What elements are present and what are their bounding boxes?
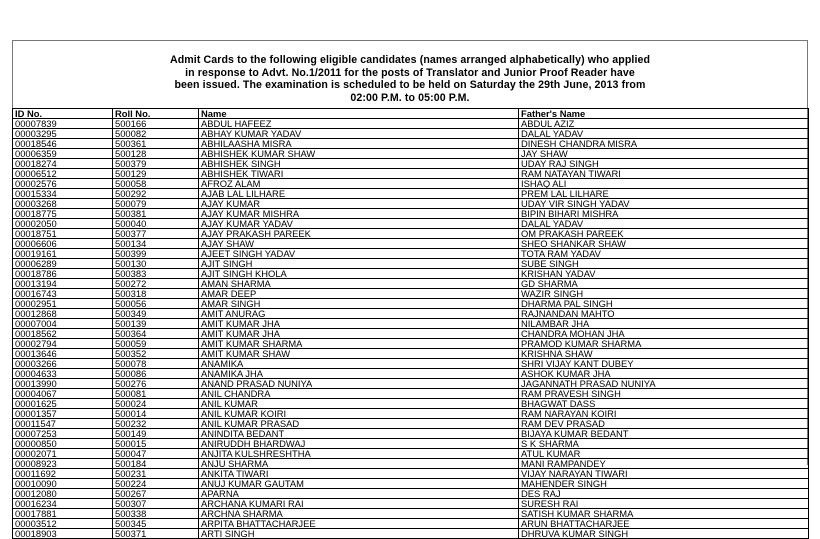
table-body [13,119,809,539]
fathers-name-cell: NILAMBAR JHA [519,319,809,329]
name-cell: ANAMIKA JHA [199,369,519,379]
name-cell: ANIL KUMAR PRASAD [199,419,519,429]
name-cell: ARTI SINGH [199,529,519,539]
roll-no-cell: 500134 [113,239,199,249]
name-cell: AJAY KUMAR MISHRA [199,209,519,219]
id-no-cell: 00002050 [13,219,113,229]
fathers-name-cell: DALAL YADAV [519,219,809,229]
table-row [13,389,809,399]
fathers-name-cell: UDAY RAJ SINGH [519,159,809,169]
id-no-cell: 00018546 [13,139,113,149]
roll-no-cell: 500086 [113,369,199,379]
name-cell: APARNA [199,489,519,499]
fathers-name-cell: PREM LAL LILHARE [519,189,809,199]
name-cell: AMIT KUMAR JHA [199,319,519,329]
fathers-name-cell: ATUL KUMAR [519,449,809,459]
fathers-name-cell: ASHOK KUMAR JHA [519,369,809,379]
table-row [13,149,809,159]
table-row [13,469,809,479]
name-cell: AMAN SHARMA [199,279,519,289]
table-row [13,139,809,149]
id-no-cell: 00018562 [13,329,113,339]
roll-no-cell: 500231 [113,469,199,479]
id-no-cell: 00006512 [13,169,113,179]
table-row [13,249,809,259]
name-cell: ARPITA BHATTACHARJEE [199,519,519,529]
id-no-cell: 00011692 [13,469,113,479]
table-row [13,449,809,459]
table-row [13,159,809,169]
table-row [13,179,809,189]
fathers-name-cell: BIPIN BIHARI MISHRA [519,209,809,219]
fathers-name-cell: SHEO SHANKAR SHAW [519,239,809,249]
table-row [13,309,809,319]
fathers-name-cell: VIJAY NARAYAN TIWARI [519,469,809,479]
name-cell: AJAB LAL LILHARE [199,189,519,199]
name-cell: ARCHNA SHARMA [199,509,519,519]
table-row [13,189,809,199]
roll-no-cell: 500079 [113,199,199,209]
fathers-name-cell: DINESH CHANDRA MISRA [519,139,809,149]
fathers-name-cell: RAM NARAYAN KOIRI [519,409,809,419]
header-name: Name [199,109,519,119]
roll-no-cell: 500272 [113,279,199,289]
id-no-cell: 00015334 [13,189,113,199]
table-row [13,429,809,439]
fathers-name-cell: RAM NATAYAN TIWARI [519,169,809,179]
roll-no-cell: 500232 [113,419,199,429]
fathers-name-cell: KRISHNA SHAW [519,349,809,359]
roll-no-cell: 500184 [113,459,199,469]
fathers-name-cell: GD SHARMA [519,279,809,289]
roll-no-cell: 500318 [113,289,199,299]
name-cell: ANJU SHARMA [199,459,519,469]
table-row [13,509,809,519]
id-no-cell: 00006359 [13,149,113,159]
fathers-name-cell: SUBE SINGH [519,259,809,269]
name-cell: AJIT SINGH [199,259,519,269]
roll-no-cell: 500399 [113,249,199,259]
table-row [13,169,809,179]
id-no-cell: 00016743 [13,289,113,299]
id-no-cell: 00000850 [13,439,113,449]
table-row [13,379,809,389]
id-no-cell: 00018751 [13,229,113,239]
table-row [13,419,809,429]
table-row [13,519,809,529]
roll-no-cell: 500379 [113,159,199,169]
fathers-name-cell: DHRUVA KUMAR SINGH [519,529,809,539]
id-no-cell: 00003295 [13,129,113,139]
id-no-cell: 00013990 [13,379,113,389]
table-row [13,409,809,419]
name-cell: AMAR SINGH [199,299,519,309]
id-no-cell: 00013194 [13,279,113,289]
roll-no-cell: 500276 [113,379,199,389]
id-no-cell: 00003512 [13,519,113,529]
table-row [13,369,809,379]
fathers-name-cell: RAJNANDAN MAHTO [519,309,809,319]
fathers-name-cell: ARUN BHATTACHARJEE [519,519,809,529]
id-no-cell: 00017881 [13,509,113,519]
name-cell: AJAY PRAKASH PAREEK [199,229,519,239]
fathers-name-cell: PRAMOD KUMAR SHARMA [519,339,809,349]
table-row [13,129,809,139]
roll-no-cell: 500040 [113,219,199,229]
id-no-cell: 00007253 [13,429,113,439]
name-cell: AMIT ANURAG [199,309,519,319]
table-row [13,209,809,219]
roll-no-cell: 500224 [113,479,199,489]
header-fathers-name: Father's Name [519,109,809,119]
roll-no-cell: 500139 [113,319,199,329]
fathers-name-cell: CHANDRA MOHAN JHA [519,329,809,339]
id-no-cell: 00019161 [13,249,113,259]
table-row [13,459,809,469]
id-no-cell: 00001357 [13,409,113,419]
id-no-cell: 00018274 [13,159,113,169]
name-cell: ABHISHEK KUMAR SHAW [199,149,519,159]
roll-no-cell: 500015 [113,439,199,449]
roll-no-cell: 500292 [113,189,199,199]
table-row [13,229,809,239]
name-cell: ANIRUDDH BHARDWAJ [199,439,519,449]
id-no-cell: 00007004 [13,319,113,329]
header-id-no: ID No. [13,109,113,119]
fathers-name-cell: RAM PRAVESH SINGH [519,389,809,399]
id-no-cell: 00013646 [13,349,113,359]
roll-no-cell: 500383 [113,269,199,279]
fathers-name-cell: UDAY VIR SINGH YADAV [519,199,809,209]
name-cell: AJIT SINGH KHOLA [199,269,519,279]
roll-no-cell: 500371 [113,529,199,539]
fathers-name-cell: ISHAQ ALI [519,179,809,189]
name-cell: AMIT KUMAR SHARMA [199,339,519,349]
table-row [13,219,809,229]
table-row [13,259,809,269]
name-cell: ABHILAASHA MISRA [199,139,519,149]
id-no-cell: 00004067 [13,389,113,399]
name-cell: ANAMIKA [199,359,519,369]
name-cell: ANJITA KULSHRESHTHA [199,449,519,459]
name-cell: ANKITA TIWARI [199,469,519,479]
name-cell: AMIT KUMAR SHAW [199,349,519,359]
table-row [13,299,809,309]
id-no-cell: 00002071 [13,449,113,459]
id-no-cell: 00012080 [13,489,113,499]
id-no-cell: 00018786 [13,269,113,279]
roll-no-cell: 500047 [113,449,199,459]
fathers-name-cell: S K SHARMA [519,439,809,449]
table-row [13,199,809,209]
name-cell: ANAND PRASAD NUNIYA [199,379,519,389]
roll-no-cell: 500128 [113,149,199,159]
table-row [13,289,809,299]
id-no-cell: 00003268 [13,199,113,209]
roll-no-cell: 500338 [113,509,199,519]
table-row [13,119,809,129]
id-no-cell: 00006289 [13,259,113,269]
name-cell: AJAY KUMAR YADAV [199,219,519,229]
name-cell: AJAY KUMAR [199,199,519,209]
roll-no-cell: 500081 [113,389,199,399]
fathers-name-cell: JAGANNATH PRASAD NUNIYA [519,379,809,389]
id-no-cell: 00002951 [13,299,113,309]
name-cell: ARCHANA KUMARI RAI [199,499,519,509]
table-row [13,339,809,349]
id-no-cell: 00012868 [13,309,113,319]
roll-no-cell: 500024 [113,399,199,409]
heading-line-2: in response to Advt. No.1/2011 for the posts of Translator and Junior Proof Reader have [185,66,635,79]
fathers-name-cell: WAZIR SINGH [519,289,809,299]
table-row [13,499,809,509]
heading-line-4: 02:00 P.M. to 05:00 P.M. [350,91,470,104]
id-no-cell: 00004633 [13,369,113,379]
name-cell: AJEET SINGH YADAV [199,249,519,259]
table-row [13,399,809,409]
name-cell: ANIL CHANDRA [199,389,519,399]
roll-no-cell: 500166 [113,119,199,129]
candidates-table [12,108,809,539]
table-row [13,489,809,499]
table-row [13,439,809,449]
fathers-name-cell: SURESH RAI [519,499,809,509]
id-no-cell: 00003266 [13,359,113,369]
name-cell: ANUJ KUMAR GAUTAM [199,479,519,489]
fathers-name-cell: DHARMA PAL SINGH [519,299,809,309]
fathers-name-cell: JAY SHAW [519,149,809,159]
id-no-cell: 00007839 [13,119,113,129]
name-cell: AMAR DEEP [199,289,519,299]
fathers-name-cell: BIJAYA KUMAR BEDANT [519,429,809,439]
roll-no-cell: 500014 [113,409,199,419]
fathers-name-cell: OM PRAKASH PAREEK [519,229,809,239]
table-row [13,269,809,279]
id-no-cell: 00011547 [13,419,113,429]
fathers-name-cell: SATISH KUMAR SHARMA [519,509,809,519]
fathers-name-cell: KRISHAN YADAV [519,269,809,279]
id-no-cell: 00002576 [13,179,113,189]
roll-no-cell: 500059 [113,339,199,349]
name-cell: AJAY SHAW [199,239,519,249]
table-row [13,329,809,339]
roll-no-cell: 500129 [113,169,199,179]
roll-no-cell: 500381 [113,209,199,219]
roll-no-cell: 500345 [113,519,199,529]
roll-no-cell: 500130 [113,259,199,269]
fathers-name-cell: DALAL YADAV [519,129,809,139]
table-row [13,479,809,489]
id-no-cell: 00008923 [13,459,113,469]
roll-no-cell: 500082 [113,129,199,139]
table-row [13,359,809,369]
name-cell: ABHISHEK SINGH [199,159,519,169]
roll-no-cell: 500377 [113,229,199,239]
id-no-cell: 00016234 [13,499,113,509]
name-cell: ANIL KUMAR KOIRI [199,409,519,419]
fathers-name-cell: BHAGWAT DASS [519,399,809,409]
roll-no-cell: 500267 [113,489,199,499]
table-row [13,279,809,289]
roll-no-cell: 500352 [113,349,199,359]
fathers-name-cell: MAHENDER SINGH [519,479,809,489]
fathers-name-cell: RAM DEV PRASAD [519,419,809,429]
table-row [13,239,809,249]
id-no-cell: 00010090 [13,479,113,489]
roll-no-cell: 500058 [113,179,199,189]
fathers-name-cell: TOTA RAM YADAV [519,249,809,259]
roll-no-cell: 500361 [113,139,199,149]
heading-line-1: Admit Cards to the following eligible candidates (names arranged alphabetically) who applied [169,54,651,66]
roll-no-cell: 500307 [113,499,199,509]
name-cell: ABHISHEK TIWARI [199,169,519,179]
table-row [13,319,809,329]
table-row [13,529,809,539]
roll-no-cell: 500149 [113,429,199,439]
id-no-cell: 00018775 [13,209,113,219]
name-cell: ANINDITA BEDANT [199,429,519,439]
id-no-cell: 00006606 [13,239,113,249]
id-no-cell: 00018903 [13,529,113,539]
fathers-name-cell: ABDUL AZIZ [519,119,809,129]
fathers-name-cell: MANI RAMPANDEY [519,459,809,469]
roll-no-cell: 500349 [113,309,199,319]
heading-line-3: been issued. The examination is scheduled to be held on Saturday the 29th June, 2013 from [174,79,646,91]
fathers-name-cell: DES RAJ [519,489,809,499]
id-no-cell: 00001625 [13,399,113,409]
name-cell: ABDUL HAFEEZ [199,119,519,129]
table-header-row [13,109,809,119]
roll-no-cell: 500078 [113,359,199,369]
name-cell: ANIL KUMAR [199,399,519,409]
header-roll-no: Roll No. [113,109,199,119]
id-no-cell: 00002794 [13,339,113,349]
name-cell: AMIT KUMAR JHA [199,329,519,339]
roll-no-cell: 500364 [113,329,199,339]
table-row [13,349,809,359]
roll-no-cell: 500056 [113,299,199,309]
fathers-name-cell: SHRI VIJAY KANT DUBEY [519,359,809,369]
name-cell: ABHAY KUMAR YADAV [199,129,519,139]
name-cell: AFROZ ALAM [199,179,519,189]
notice-heading [14,54,806,104]
